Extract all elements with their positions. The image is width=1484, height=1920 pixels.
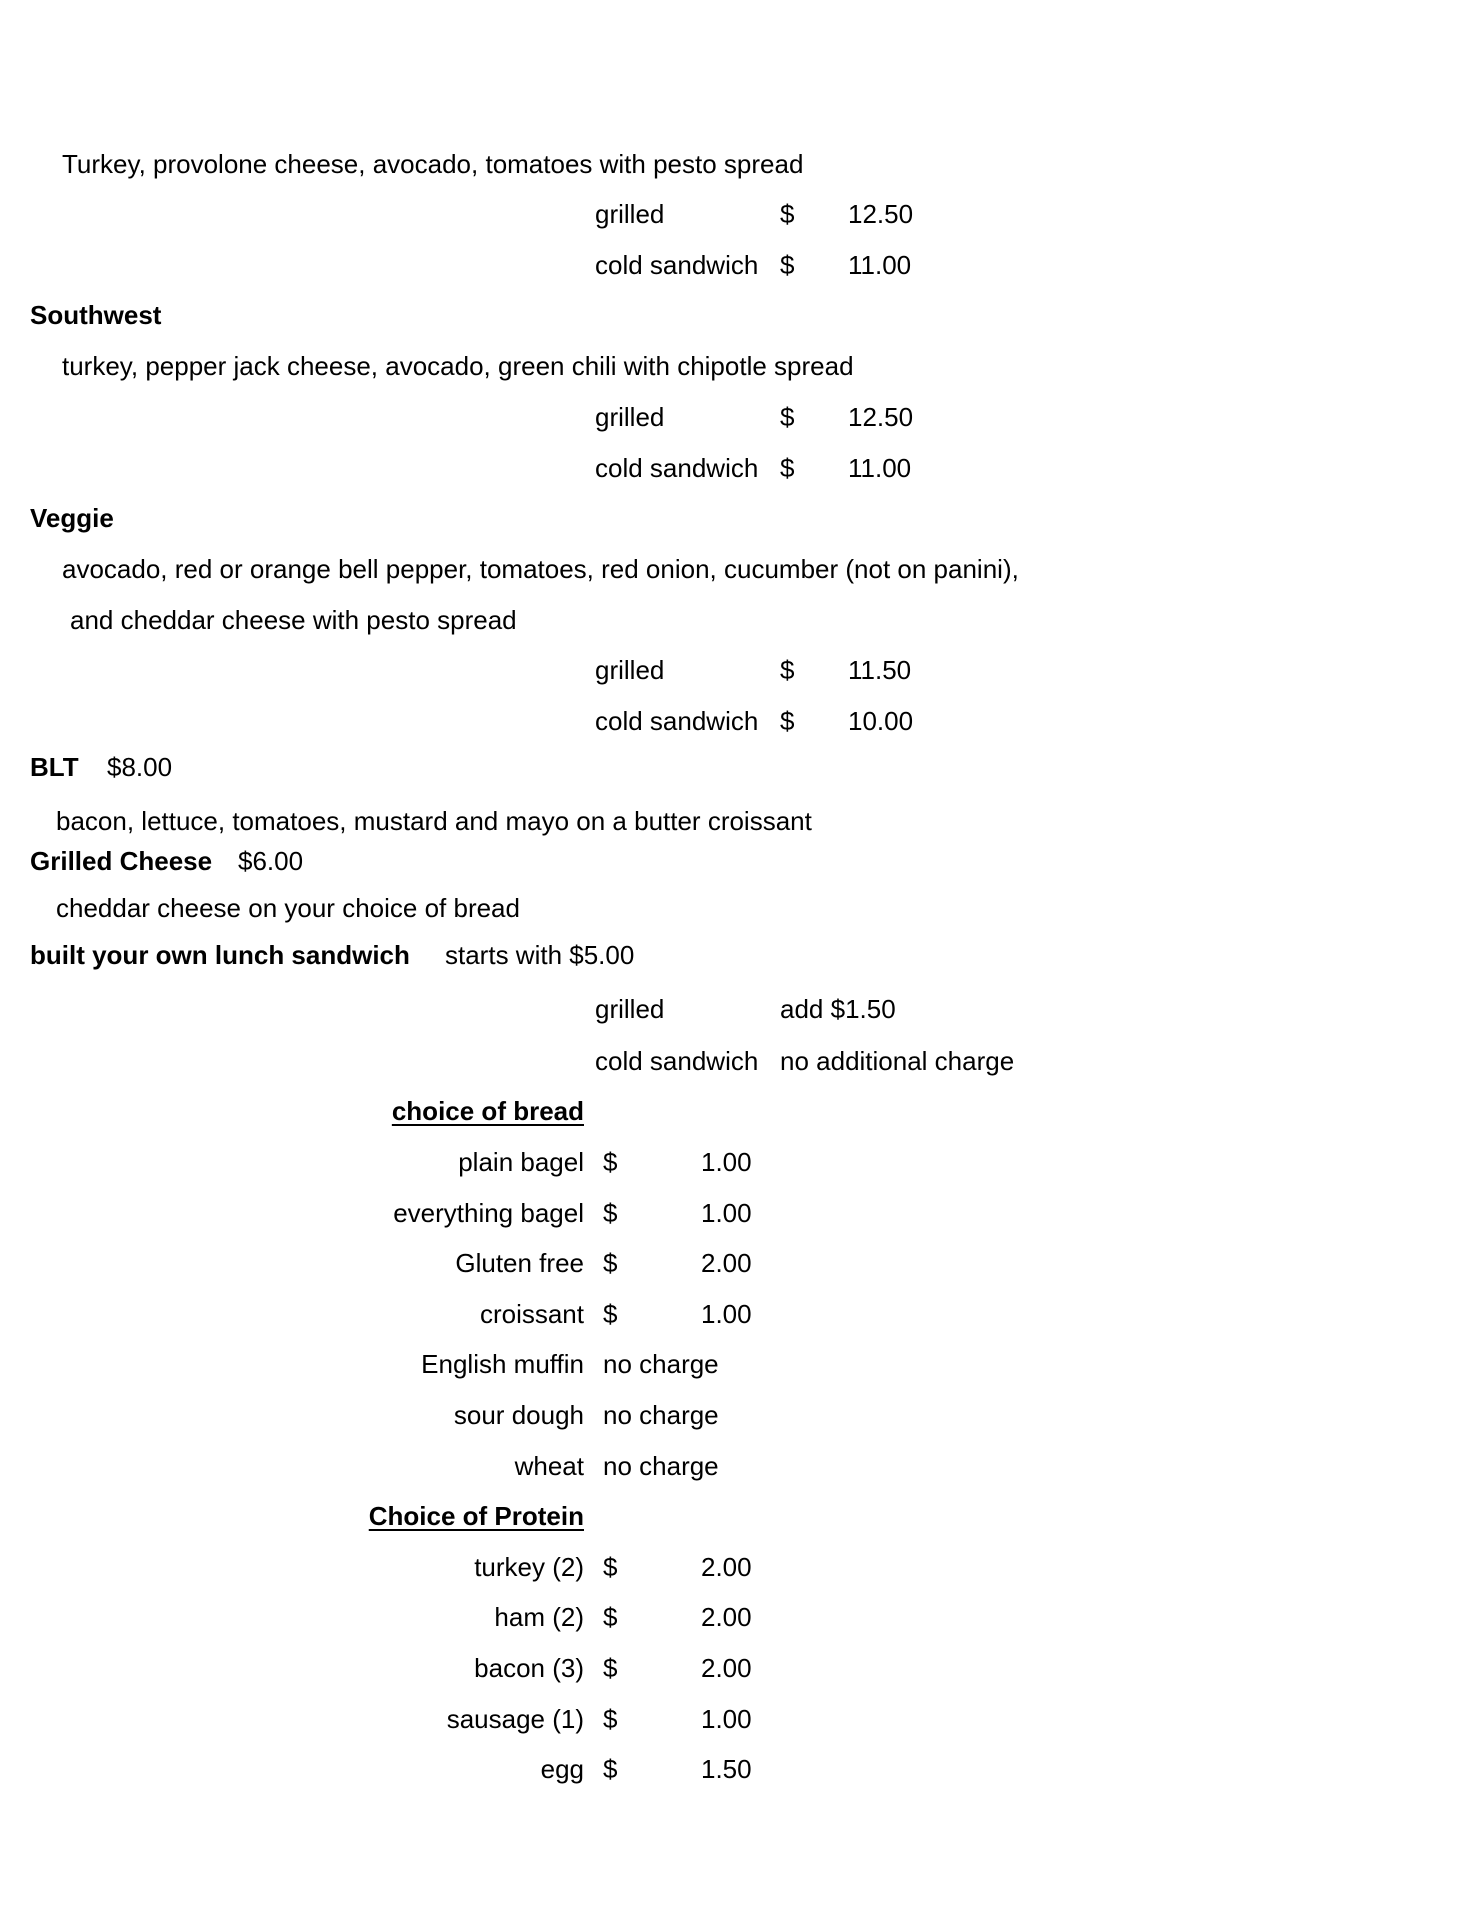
protein-name: bacon (3)	[474, 1653, 584, 1683]
option-note: no additional charge	[780, 1046, 1015, 1076]
option-label: grilled	[595, 994, 665, 1024]
price-note: no charge	[603, 1451, 719, 1481]
item-description: cheddar cheese on your choice of bread	[56, 893, 520, 923]
bread-name: English muffin	[421, 1349, 584, 1379]
item-price: $8.00	[107, 752, 173, 782]
option-label: grilled	[595, 199, 665, 229]
item-name: Veggie	[30, 503, 114, 533]
price: 1.00	[701, 1198, 752, 1228]
currency-symbol: $	[780, 250, 795, 280]
currency-symbol: $	[603, 1704, 618, 1734]
bread-name: croissant	[479, 1299, 584, 1329]
item-price: $6.00	[238, 846, 304, 876]
currency-symbol: $	[780, 453, 795, 483]
price: 11.50	[848, 655, 912, 685]
currency-symbol: $	[603, 1552, 618, 1582]
item-name: BLT	[30, 752, 79, 782]
item-description: avocado, red or orange bell pepper, tomatoes, red onion, cucumber (not on panini),	[62, 554, 1019, 584]
price: 1.00	[701, 1299, 752, 1329]
item-name: Southwest	[30, 300, 162, 330]
price: 11.00	[848, 250, 912, 280]
price: 12.50	[848, 402, 914, 432]
currency-symbol: $	[603, 1299, 618, 1329]
bread-name: Gluten free	[455, 1248, 584, 1278]
item-description: and cheddar cheese with pesto spread	[70, 605, 517, 635]
option-label: cold sandwich	[595, 453, 759, 483]
price-note: no charge	[603, 1349, 719, 1379]
protein-name: ham (2)	[494, 1602, 584, 1632]
item-description: Turkey, provolone cheese, avocado, tomatoes with pesto spread	[62, 149, 804, 179]
price: 2.00	[701, 1248, 752, 1278]
currency-symbol: $	[603, 1653, 618, 1683]
price: 10.00	[848, 706, 914, 736]
protein-name: egg	[540, 1754, 584, 1784]
currency-symbol: $	[780, 199, 795, 229]
item-name: built your own lunch sandwich	[30, 940, 410, 970]
protein-name: sausage (1)	[446, 1704, 584, 1734]
option-label: cold sandwich	[595, 706, 759, 736]
price: 2.00	[701, 1552, 752, 1582]
protein-heading: Choice of Protein	[368, 1501, 584, 1531]
price: 2.00	[701, 1602, 752, 1632]
option-label: grilled	[595, 655, 665, 685]
price-note: no charge	[603, 1400, 719, 1430]
item-description: bacon, lettuce, tomatoes, mustard and mayo on a butter croissant	[56, 806, 812, 836]
currency-symbol: $	[780, 402, 795, 432]
item-description: turkey, pepper jack cheese, avocado, green chili with chipotle spread	[62, 351, 854, 381]
item-price: starts with $5.00	[445, 940, 635, 970]
bread-name: sour dough	[453, 1400, 584, 1430]
bread-name: everything bagel	[393, 1198, 584, 1228]
currency-symbol: $	[603, 1602, 618, 1632]
bread-heading: choice of bread	[391, 1096, 584, 1126]
currency-symbol: $	[780, 706, 795, 736]
currency-symbol: $	[603, 1147, 618, 1177]
option-label: cold sandwich	[595, 250, 759, 280]
price: 12.50	[848, 199, 914, 229]
currency-symbol: $	[603, 1198, 618, 1228]
currency-symbol: $	[603, 1248, 618, 1278]
price: 1.00	[701, 1147, 752, 1177]
bread-name: plain bagel	[458, 1147, 584, 1177]
price: 11.00	[848, 453, 912, 483]
option-note: add $1.50	[780, 994, 896, 1024]
currency-symbol: $	[603, 1754, 618, 1784]
bread-name: wheat	[514, 1451, 584, 1481]
option-label: cold sandwich	[595, 1046, 759, 1076]
price: 2.00	[701, 1653, 752, 1683]
price: 1.50	[701, 1754, 752, 1784]
option-label: grilled	[595, 402, 665, 432]
protein-name: turkey (2)	[474, 1552, 584, 1582]
currency-symbol: $	[780, 655, 795, 685]
price: 1.00	[701, 1704, 752, 1734]
item-name: Grilled Cheese	[30, 846, 213, 876]
